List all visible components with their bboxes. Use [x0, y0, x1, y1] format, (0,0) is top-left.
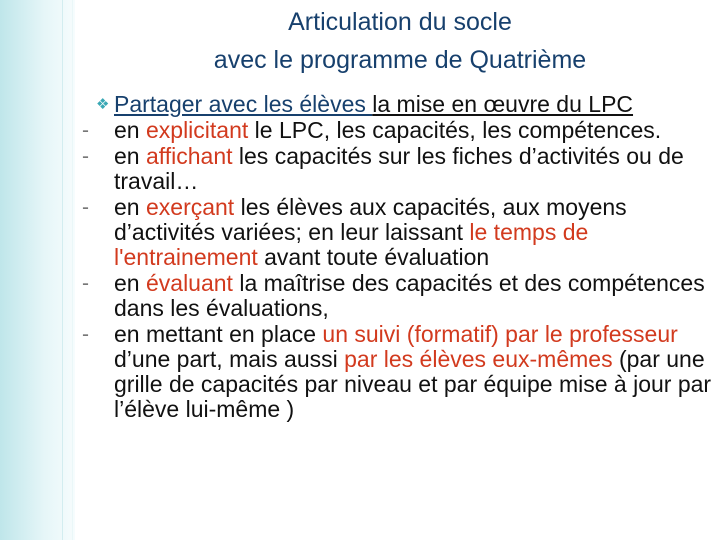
item-text: en: [114, 194, 146, 220]
sidebar-stripe: [72, 0, 73, 540]
intro-highlight: Partager avec les élèves: [114, 91, 373, 117]
item-emphasis: exerçant: [145, 194, 235, 220]
intro-text: la mise en œuvre du LPC: [372, 91, 634, 117]
list-item: [82, 270, 714, 321]
item-text: les capacités sur les fiches d’activités ou de travail…: [114, 143, 684, 194]
dash-marker: -: [82, 145, 89, 168]
item-text: avant toute évaluation: [257, 244, 490, 270]
sidebar-stripe: [62, 0, 63, 540]
dash-marker: -: [82, 196, 89, 219]
list-item: [82, 321, 714, 422]
item-text: en: [114, 143, 146, 169]
item-text: d’une part, mais aussi: [114, 346, 345, 372]
item-text: en: [114, 270, 146, 296]
intro-bullet: [96, 92, 714, 117]
item-emphasis: explicitant: [145, 117, 249, 143]
list-item: [82, 194, 714, 270]
item-list: [82, 117, 714, 422]
slide-title-line1: Articulation du socle: [288, 8, 512, 36]
dash-marker: -: [82, 323, 89, 346]
slide-title-line2: avec le programme de Quatrième: [213, 46, 587, 74]
item-text: le LPC, les capacités, les compétences.: [248, 117, 662, 143]
bullet-icon: ❖: [96, 96, 110, 113]
item-emphasis: un suivi (formatif) par le professeur: [322, 321, 678, 347]
list-item: [82, 117, 714, 143]
item-text: (par une grille de capacités par niveau et par équipe mise à jour par l’élève lui-même ): [114, 346, 712, 422]
dash-marker: -: [82, 119, 89, 142]
item-text: en mettant en place: [114, 321, 323, 347]
list-item: [82, 143, 714, 194]
item-text: la maîtrise des capacités et des compétences dans les évaluations,: [114, 270, 705, 321]
item-emphasis: affichant: [145, 143, 233, 169]
dash-marker: -: [82, 272, 89, 295]
slide-body: [82, 91, 714, 423]
item-emphasis: le temps de l'entrainement: [114, 219, 589, 270]
sidebar-decoration: [0, 0, 75, 540]
item-emphasis: par les élèves eux-mêmes: [344, 346, 613, 372]
item-text: les élèves aux capacités, aux moyens d’activités variées; en leur laissant: [114, 194, 627, 245]
item-text: en: [114, 117, 146, 143]
item-emphasis: évaluant: [145, 270, 233, 296]
